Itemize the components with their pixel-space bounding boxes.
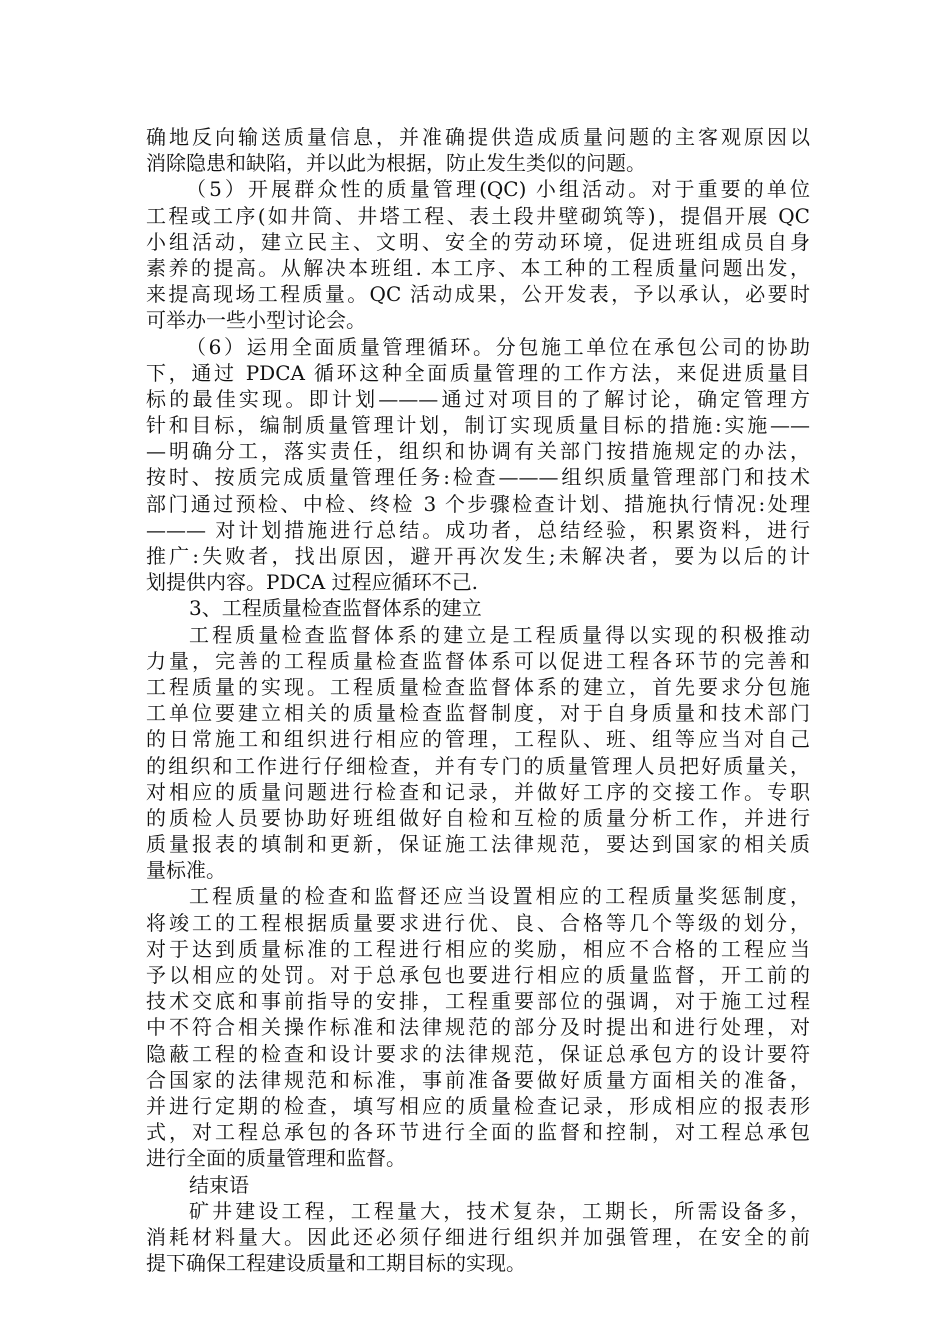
text-line: 技术交底和事前指导的安排，工程重要部位的强调，对于施工过程	[146, 989, 810, 1014]
text-line: 工单位要建立相关的质量检查监督制度，对于自身质量和技术部门	[146, 701, 810, 726]
text-line: 予以相应的处罚。对于总承包也要进行相应的质量监督，开工前的	[146, 963, 810, 987]
text-line: 划提供内容。PDCA 过程应循环不己.	[146, 570, 478, 595]
text-line: 消耗材料量大。因此还必须仔细进行组织并加强管理，在安全的前	[146, 1224, 810, 1249]
document-body	[146, 124, 810, 1276]
text-line: 3、工程质量检查监督体系的建立	[189, 596, 482, 621]
text-line: 部门通过预检、中检、终检 3 个步骤检查计划、措施执行情况:处理	[146, 491, 810, 516]
text-line: 消除隐患和缺陷，并以此为根据，防止发生类似的问题。	[146, 151, 646, 176]
text-line: 对相应的质量问题进行检查和记录，并做好工序的交接工作。专职	[146, 779, 810, 804]
text-line: 小组活动，建立民主、文明、安全的劳动环境，促进班组成员自身	[146, 229, 810, 254]
text-line: —明确分工，落实责任，组织和协调有关部门按措施规定的办法，	[146, 439, 810, 464]
text-line: 式，对工程总承包的各环节进行全面的监督和控制，对工程总承包	[146, 1120, 810, 1145]
text-line: 量标准。	[146, 858, 226, 883]
text-line: 中不符合相关操作标准和法律规范的部分及时提出和进行处理，对	[146, 1015, 810, 1040]
text-line: 力量，完善的工程质量检查监督体系可以促进工程各环节的完善和	[146, 648, 810, 673]
text-line: 的组织和工作进行仔细检查，并有专门的质量管理人员把好质量关，	[146, 753, 810, 778]
text-line: 并进行定期的检查，填写相应的质量检查记录，形成相应的报表形	[146, 1093, 810, 1118]
text-line: 质量报表的填制和更新，保证施工法律规范，要达到国家的相关质	[146, 832, 810, 857]
text-line: 确地反向输送质量信息，并准确提供造成质量问题的主客观原因以	[146, 125, 810, 149]
text-line: （5）开展群众性的质量管理(QC) 小组活动。对于重要的单位	[186, 177, 810, 202]
text-line: 进行全面的质量管理和监督。	[146, 1146, 406, 1171]
text-line: 合国家的法律规范和标准，事前准备要做好质量方面相关的准备，	[146, 1067, 810, 1092]
text-line: 的质检人员要协助好班组做好自检和互检的质量分析工作，并进行	[146, 805, 810, 830]
text-line: ——— 对计划措施进行总结。成功者，总结经验，积累资料，进行	[146, 517, 810, 542]
text-line: 标的最佳实现。即计划———通过对项目的了解讨论，确定管理方	[146, 386, 810, 411]
text-line: 的日常施工和组织进行相应的管理，工程队、班、组等应当对自己	[146, 727, 810, 752]
text-line: （6）运用全面质量管理循环。分包施工单位在承包公司的协助	[186, 334, 810, 359]
text-line: 提下确保工程建设质量和工期目标的实现。	[146, 1251, 526, 1276]
text-line: 来提高现场工程质量。QC 活动成果，公开发表，予以承认，必要时	[146, 282, 810, 307]
text-line: 可举办一些小型讨论会。	[146, 308, 366, 333]
text-line: 矿井建设工程，工程量大，技术复杂，工期长，所需设备多，	[189, 1198, 810, 1223]
text-line: 下，通过 PDCA 循环这种全面质量管理的工作方法，来促进质量目	[146, 360, 810, 385]
text-line: 对于达到质量标准的工程进行相应的奖励，相应不合格的工程应当	[146, 936, 810, 961]
text-line: 工程质量的实现。工程质量检查监督体系的建立，首先要求分包施	[146, 674, 810, 699]
text-line: 工程质量检查监督体系的建立是工程质量得以实现的积极推动	[189, 622, 810, 647]
text-line: 结束语	[189, 1172, 249, 1197]
text-line: 工程质量的检查和监督还应当设置相应的工程质量奖惩制度，	[189, 884, 810, 909]
text-line: 针和目标，编制质量管理计划，制订实现质量目标的措施:实施——	[146, 413, 810, 438]
text-line: 按时、按质完成质量管理任务:检查———组织质量管理部门和技术	[146, 465, 810, 490]
text-line: 推广:失败者，找出原因，避开再次发生;未解决者，要为以后的计	[146, 544, 810, 568]
text-line: 工程或工序(如井筒、井塔工程、表土段井壁砌筑等)，提倡开展 QC	[146, 203, 810, 228]
text-line: 隐蔽工程的检查和设计要求的法律规范，保证总承包方的设计要符	[146, 1041, 810, 1066]
text-line: 素养的提高。从解决本班组. 本工序、本工种的工程质量问题出发，	[146, 255, 810, 280]
text-line: 将竣工的工程根据质量要求进行优、良、合格等几个等级的划分，	[146, 910, 810, 935]
